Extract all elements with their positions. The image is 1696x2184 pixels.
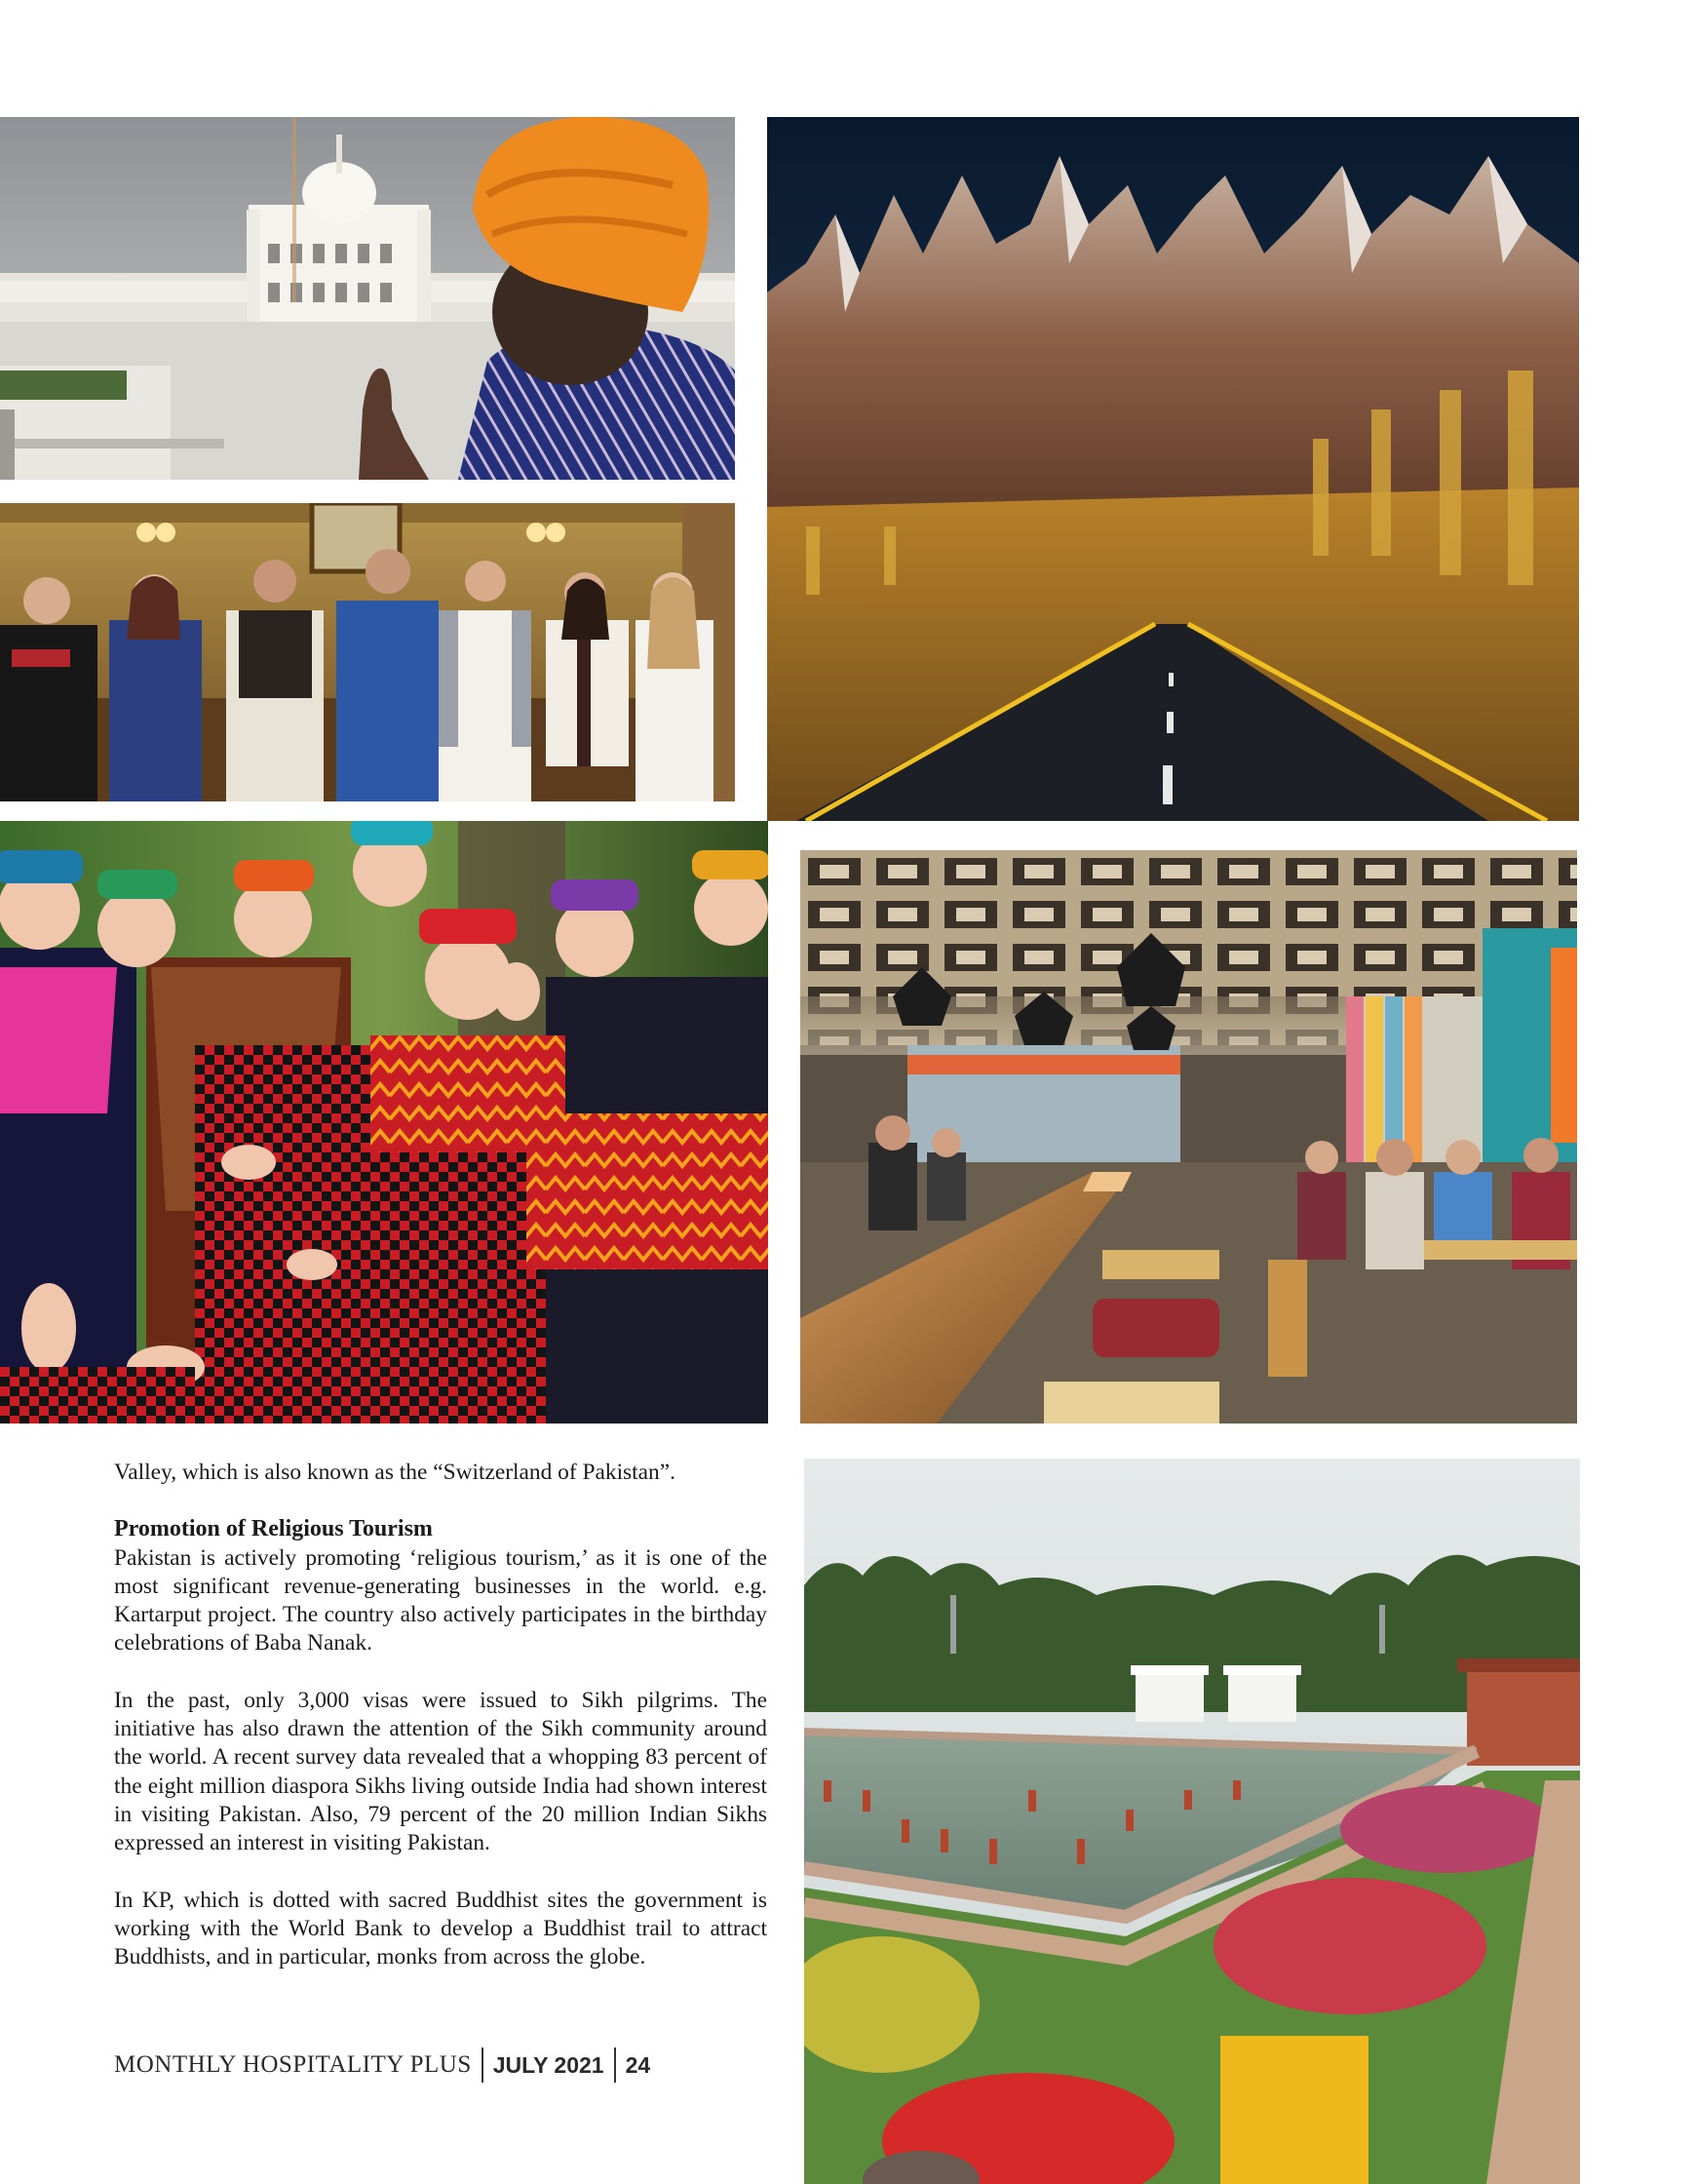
article-text [114, 1459, 767, 2000]
footer-separator [482, 2048, 483, 2083]
page-number: 24 [625, 2051, 651, 2078]
footer-separator [614, 2048, 616, 2083]
photo-shalimar-gardens [804, 1459, 1580, 2184]
photo-kalash-festival [0, 821, 768, 1424]
paragraph-sikh-pilgrims: In the past, only 3,000 visas were issued to Sikh pilgrims. The initiative has also drawn the attention of the Sikh community around the world. A recent survey data revealed that a whopping 83 percent of the eight million diaspora Sikhs living outside India had shown interest in visiting Pakistan. Also, 79 percent of the 20 million Indian Sikhs expressed an interest in visiting Pakistan. [114, 1687, 767, 1856]
accent-block [1220, 2036, 1368, 2184]
page-footer [114, 2046, 650, 2085]
photo-mountain-road [767, 117, 1579, 821]
photo-restaurant-interior [800, 850, 1577, 1424]
paragraph-buddhist-trail: In KP, which is dotted with sacred Buddhist sites the government is working with the World Bank to develop a Buddhist trail to attract Buddhists, and in particular, monks from across the globe. [114, 1887, 767, 1970]
photo-group-meeting [0, 503, 735, 801]
photo-kartarpur-gurdwara [0, 117, 735, 480]
lead-paragraph: Valley, which is also known as the “Switzerland of Pakistan”. [114, 1460, 675, 1485]
section-heading: Promotion of Religious Tourism [114, 1516, 433, 1542]
publication-name: MONTHLY HOSPITALITY PLUS [114, 2051, 472, 2078]
issue-date: JULY 2021 [492, 2051, 604, 2078]
paragraph-religious-tourism: Pakistan is actively promoting ‘religious tourism,’ as it is one of the most significant revenue-generating businesses in the world. e.g. Kartarput project. The country also actively participates in the birthday celebrations of Baba Nanak. [114, 1544, 767, 1657]
